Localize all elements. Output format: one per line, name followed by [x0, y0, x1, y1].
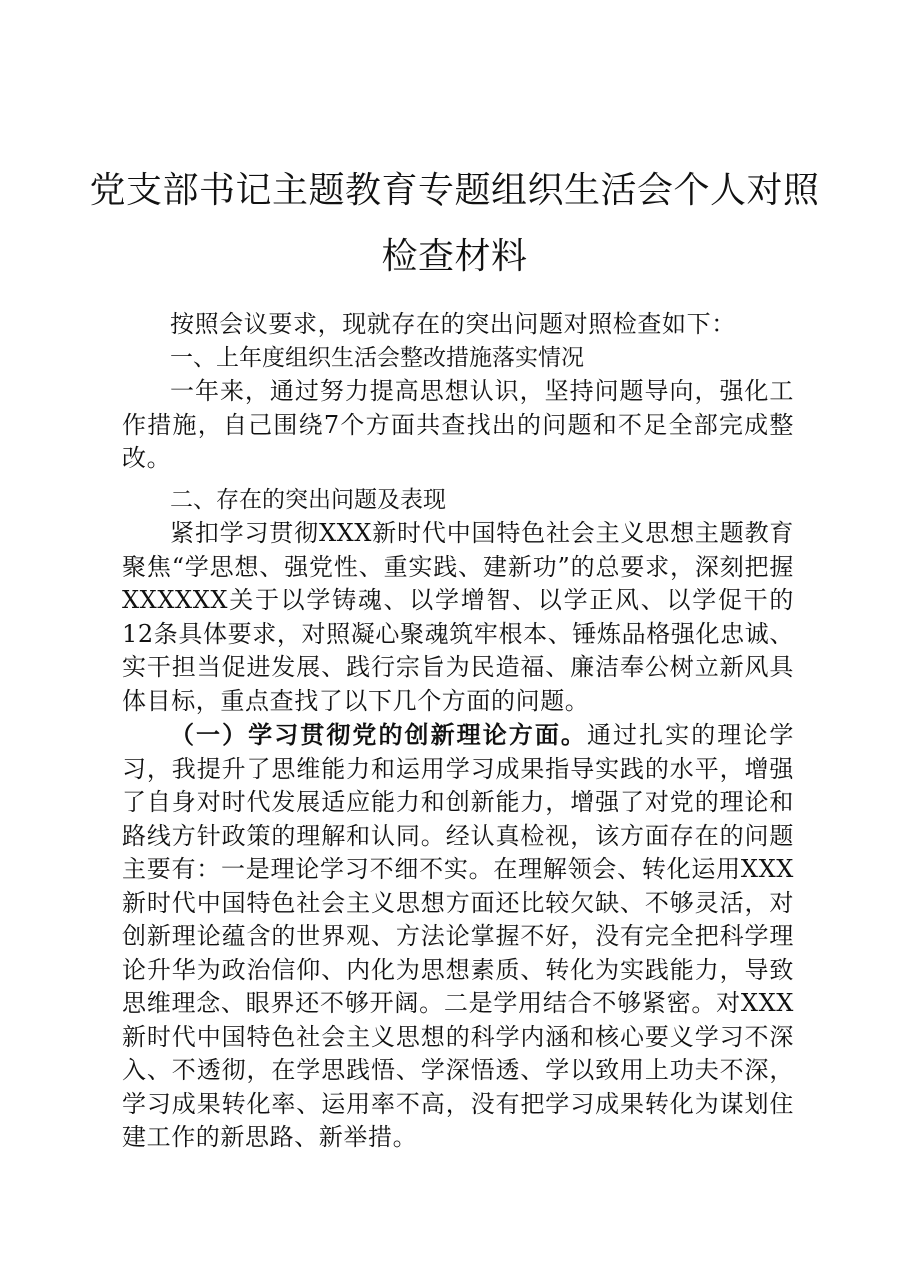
document-title-line-1: 党支部书记主题教育专题组织生活会个人对照 — [89, 170, 820, 211]
section-2-paragraph: 紧扣学习贯彻XXX新时代中国特色社会主义思想主题教育聚焦“学思想、强党性、重实践、建新功”的总要求，深刻把握XXXXXX关于以学铸魂、以学增智、以学正风、以学促干的12条具体要求，对照凝心聚魂筑牢根本、锤炼品格强化忠诚、实干担当促进发展、践行宗旨为民造福、廉洁奉公树立新风具体目标，重点查找了以下几个方面的问题。 — [122, 519, 794, 715]
section-1-heading: 一、上年度组织生活会整改措施落实情况 — [170, 344, 584, 371]
section-1-paragraph: 一年来，通过努力提高思想认识，坚持问题导向，强化工作措施，自己围绕7个方面共查找出的问题和不足全部完成整改。 — [122, 377, 794, 472]
section-2-heading: 二、存在的突出问题及表现 — [170, 486, 446, 513]
document-title-line-2: 检查材料 — [381, 236, 528, 277]
subsection-1-body: 通过扎实的理论学习，我提升了思维能力和运用学习成果指导实践的水平，增强了自身对时代发展适应能力和创新能力，增强了对党的理论和路线方针政策的理解和认同。经认真检视，该方面存在的问题主要有：一是理论学习不细不实。在理解领会、转化运用XXX新时代中国特色社会主义思想方面还比较欠缺、不够灵活，对创新理论蕴含的世界观、方法论掌握不好，没有完全把科学理论升华为政治信仰、内化为思想素质、转化为实践能力，导致思维理念、眼界还不够开阔。二是学用结合不够紧密。对XXX新时代中国特色社会主义思想的科学内涵和核心要义学习不深入、不透彻，在学思践悟、学深悟透、学以致用上功夫不深，学习成果转化率、运用率不高，没有把学习成果转化为谋划住建工作的新思路、新举措。 — [122, 721, 794, 1151]
subsection-1-paragraph — [122, 718, 794, 1155]
document-body — [122, 308, 794, 1155]
subsection-1-lead: （一）学习贯彻党的创新理论方面。 — [170, 720, 587, 749]
intro-paragraph: 按照会议要求，现就存在的突出问题对照检查如下： — [170, 310, 736, 338]
